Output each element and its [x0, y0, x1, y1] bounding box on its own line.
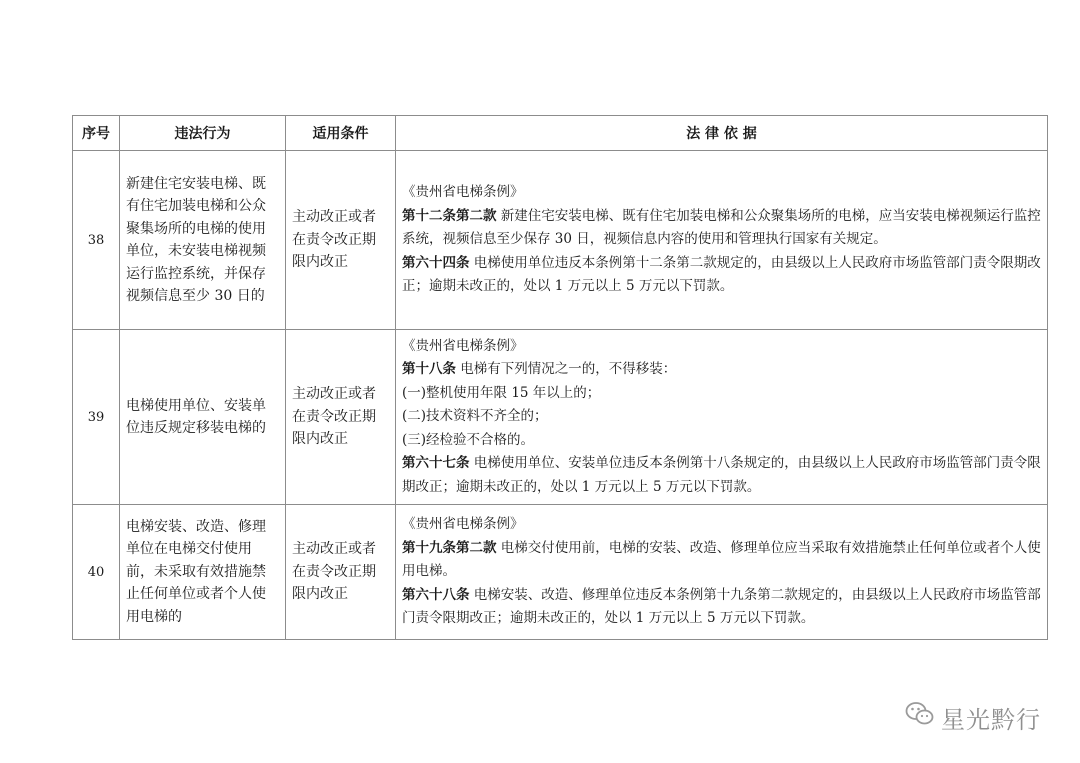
header-act: 违法行为 — [120, 116, 286, 151]
table-row — [73, 330, 1048, 505]
basis-line: 第十九条第二款 电梯交付使用前，电梯的安装、改造、修理单位应当采取有效措施禁止任何单位或者个人使用电梯。 — [402, 539, 1041, 580]
basis-line: 第六十八条 电梯安装、改造、修理单位违反本条例第十九条第二款规定的，由县级以上人民政府市场监管部门责令限期改正；逾期未改正的，处以 1 万元以上 5 万元以下罚款。 — [402, 586, 1041, 627]
basis-line: 《贵州省电梯条例》 — [402, 337, 524, 354]
legal-basis-cell — [396, 330, 1048, 505]
condition-cell: 主动改正或者在责令改正期限内改正 — [286, 330, 396, 505]
basis-line: (二)技术资料不齐全的； — [402, 408, 548, 425]
watermark — [905, 697, 1041, 737]
violation-cell: 电梯安装、改造、修理单位在电梯交付使用前，未采取有效措施禁止任何单位或者个人使用电梯的 — [120, 505, 286, 640]
header-no: 序号 — [73, 116, 120, 151]
table-row — [73, 505, 1048, 640]
basis-line: (三)经检验不合格的。 — [402, 431, 535, 448]
row-number: 38 — [73, 151, 120, 330]
wechat-icon — [905, 701, 941, 733]
row-number: 39 — [73, 330, 120, 505]
basis-line: 第六十七条 电梯使用单位、安装单位违反本条例第十八条规定的，由县级以上人民政府市场监管部门责令限期改正；逾期未改正的，处以 1 万元以上 5 万元以下罚款。 — [402, 455, 1041, 495]
header-cond: 适用条件 — [286, 116, 396, 151]
basis-line: 《贵州省电梯条例》 — [402, 516, 524, 533]
violation-cell: 新建住宅安装电梯、既有住宅加装电梯和公众聚集场所的电梯的使用单位，未安装电梯视频运行监控系统，并保存视频信息至少 30 日的 — [120, 151, 286, 330]
legal-basis-cell — [396, 151, 1048, 330]
condition-cell: 主动改正或者在责令改正期限内改正 — [286, 151, 396, 330]
violation-cell: 电梯使用单位、安装单位违反规定移装电梯的 — [120, 330, 286, 505]
basis-line: 第十八条 电梯有下列情况之一的，不得移装： — [402, 361, 677, 378]
table-row — [73, 151, 1048, 330]
legal-basis-cell — [396, 505, 1048, 640]
row-number: 40 — [73, 505, 120, 640]
header-row — [73, 116, 1048, 151]
header-basis: 法 律 依 据 — [396, 116, 1048, 151]
law-table — [72, 115, 1048, 640]
condition-cell: 主动改正或者在责令改正期限内改正 — [286, 505, 396, 640]
basis-line: (一)整机使用年限 15 年以上的； — [402, 384, 601, 401]
basis-line: 第十二条第二款 新建住宅安装电梯、既有住宅加装电梯和公众聚集场所的电梯，应当安装电梯视频运行监控系统，视频信息至少保存 30 日，视频信息内容的使用和管理执行国家有关规定。 — [402, 207, 1041, 248]
watermark-text: 星光黔行 — [941, 705, 1041, 734]
basis-line: 《贵州省电梯条例》 — [402, 184, 524, 201]
basis-line: 第六十四条 电梯使用单位违反本条例第十二条第二款规定的，由县级以上人民政府市场监管部门责令限期改正；逾期未改正的，处以 1 万元以上 5 万元以下罚款。 — [402, 254, 1041, 295]
